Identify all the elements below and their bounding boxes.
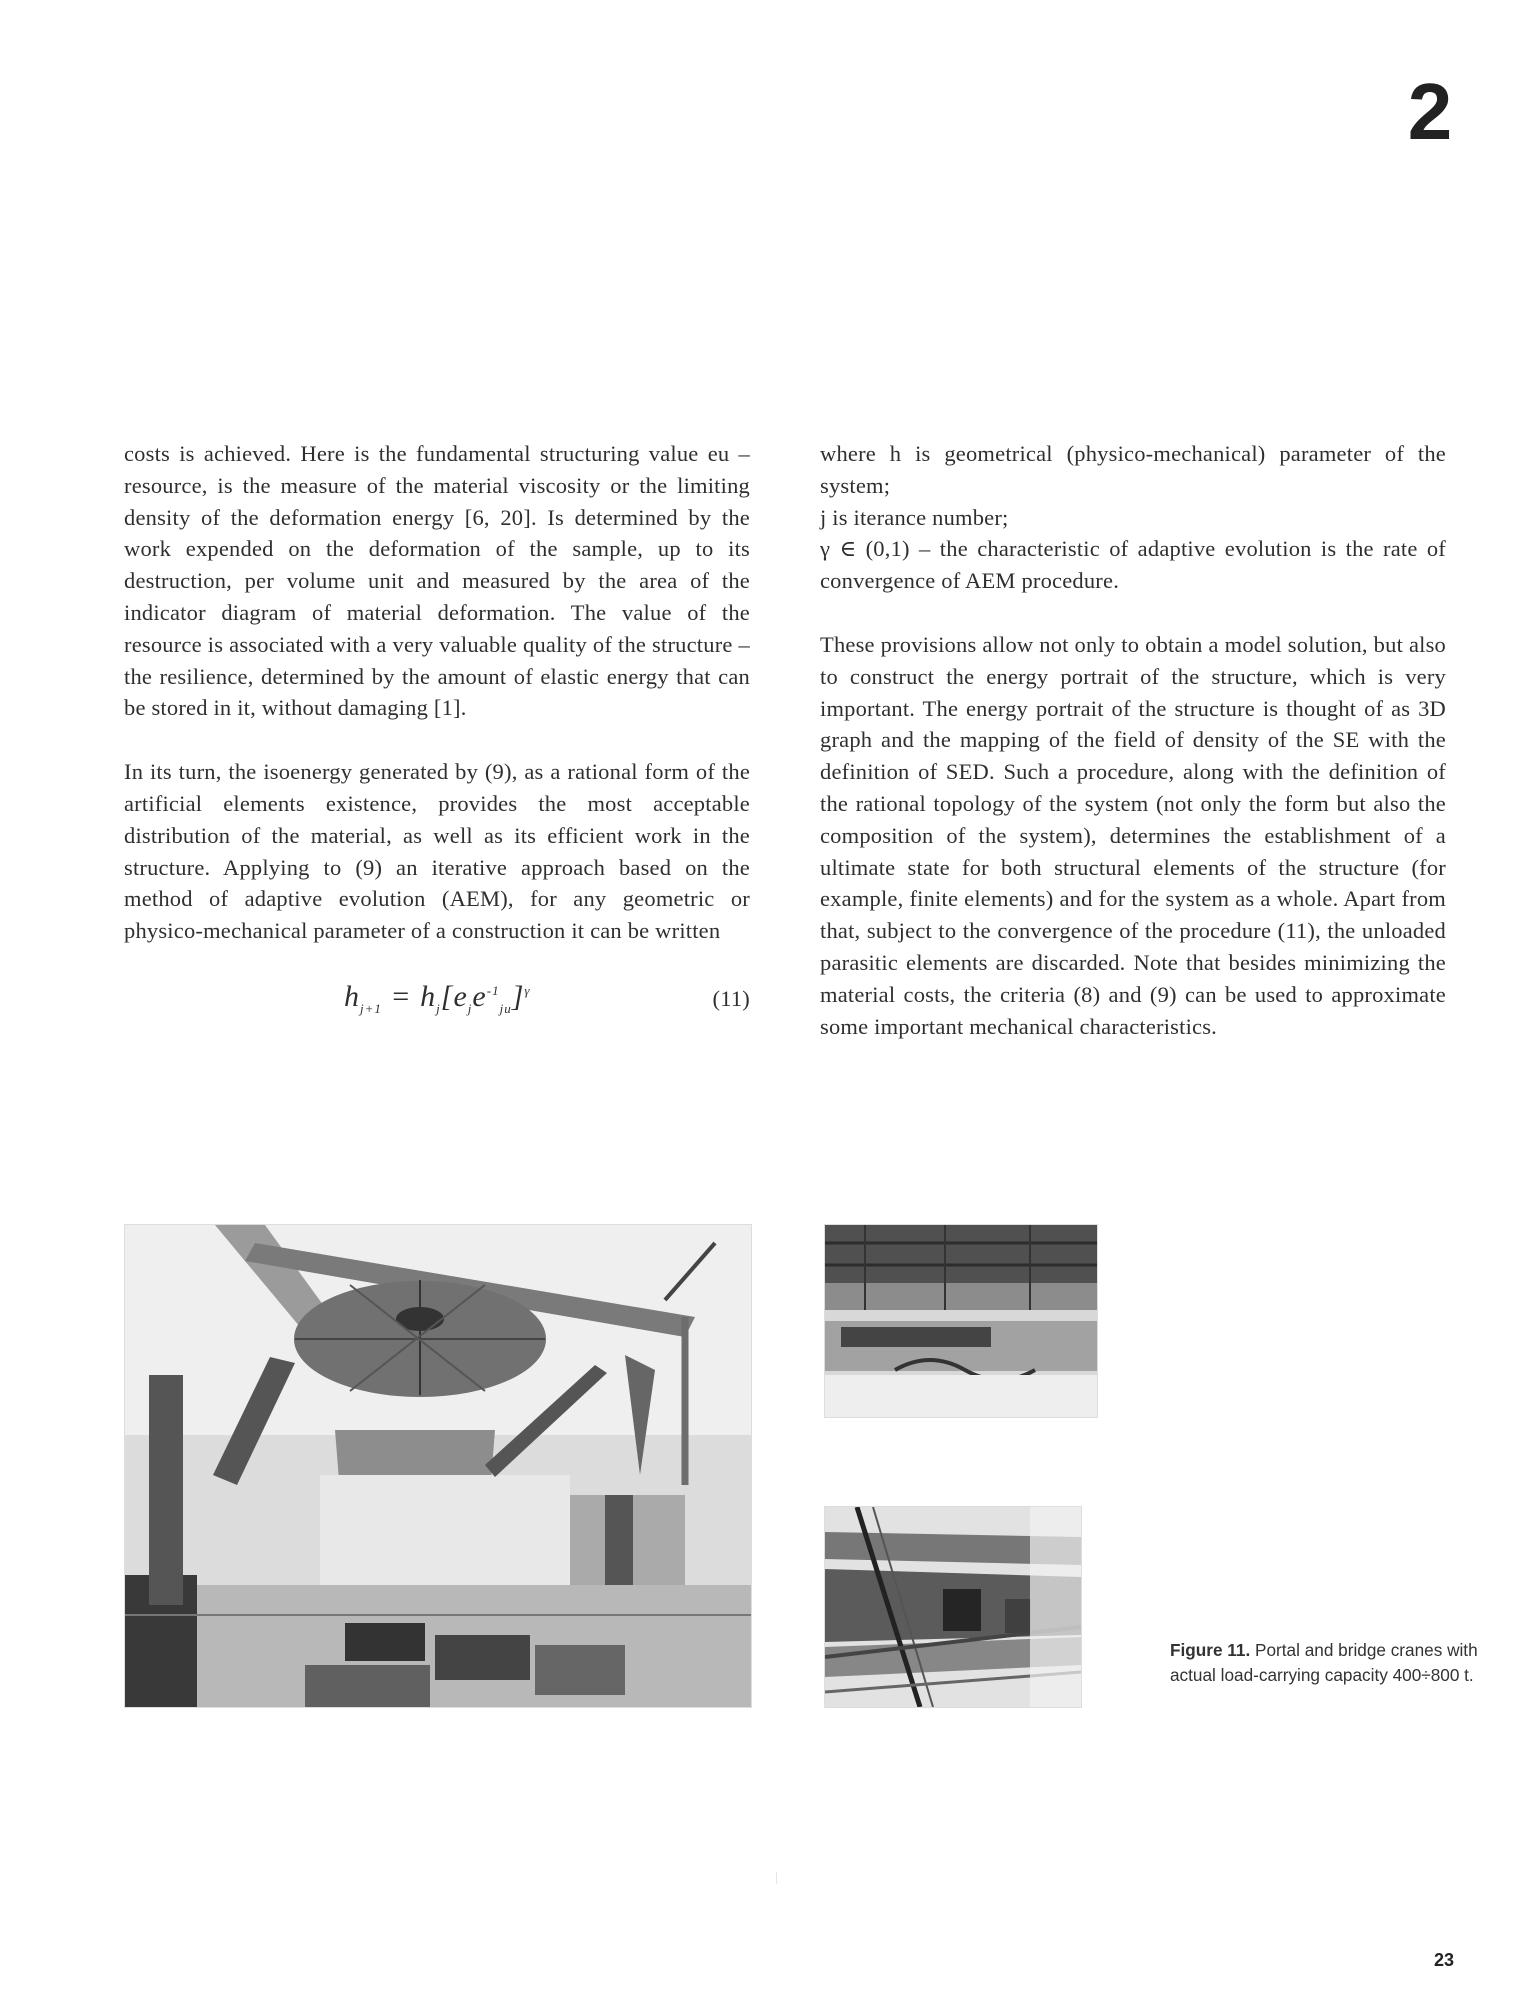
right-paragraph-2: j is iterance number;: [820, 504, 1009, 530]
left-text-column: [124, 438, 750, 1029]
figure-caption-text: Portal and bridge cranes with actual load-carrying capacity 400÷800 t.: [1170, 1640, 1478, 1685]
bridge-crane-photo-bottom: [824, 1506, 1082, 1708]
left-paragraph-2: In its turn, the isoenergy generated by (9), as a rational form of the artificial elements existence, provides the most acceptable distribution of the material, as well as its efficient work in the structure. Applying to (9) an iterative approach based on the method of adaptive evolution (AEM), for any geometric or physico-mechanical parameter of a construction it can be written: [124, 759, 750, 944]
formula-close-bracket: ]: [511, 979, 525, 1013]
formula-e1: e: [453, 979, 468, 1013]
portal-crane-photo: [124, 1224, 752, 1708]
formula-gamma: γ: [524, 982, 531, 998]
formula-equals: =: [390, 979, 412, 1013]
chapter-number: 2: [1407, 67, 1453, 156]
left-paragraph-1: costs is achieved. Here is the fundamental structuring value eu – resource, is the measure of the material viscosity or the limiting density of the deformation energy [6, 20]. Is determined by the work expended on the deformation of the sample, up to its destruction, per volume unit and measured by the area of the indicator diagram of material deformation. The value of the resource is associated with a very valuable quality of the structure – the resilience, determined by the amount of elastic energy that can be stored in it, without damaging [1].: [124, 441, 750, 721]
formula-rhs-h: h: [420, 979, 437, 1013]
page-number: 23: [1433, 1950, 1454, 1970]
formula-lhs: h: [344, 979, 360, 1013]
right-text-column: [820, 438, 1446, 1042]
formula-open-bracket: [: [440, 979, 454, 1013]
formula-lhs-subscript: j+1: [360, 1000, 382, 1016]
scan-mark: [776, 1872, 777, 1884]
figure-caption: [1170, 1638, 1480, 1688]
formula-rhs-h-subscript: j: [436, 1000, 441, 1016]
right-paragraph-1: where h is geometrical (physico-mechanical) parameter of the system;: [820, 441, 1446, 498]
equation-number: (11): [712, 985, 750, 1011]
formula-e2-subscript: ju: [499, 1000, 512, 1016]
figure-label: Figure 11.: [1170, 1640, 1251, 1660]
formula: [344, 975, 531, 1025]
formula-e1-subscript: j: [467, 1000, 473, 1016]
right-paragraph-3: γ ∈ (0,1) – the characteristic of adaptive evolution is the rate of convergence of AEM procedure.: [820, 536, 1446, 594]
paragraph-gap: [124, 724, 750, 756]
equation-11: [124, 975, 750, 1029]
paragraph-gap: [820, 597, 1446, 629]
formula-e2-superscript: -1: [486, 982, 500, 998]
formula-e2: e: [472, 979, 487, 1013]
right-paragraph-4: These provisions allow not only to obtain a model solution, but also to construct the energy portrait of the structure, which is very important. The energy portrait of the structure is thought of as 3D graph and the mapping of the field of density of the SE with the definition of SED. Such a procedure, along with the definition of the rational topology of the system (not only the form but also the composition of the system), determines the establishment of a ultimate state for both structural elements of the structure (for example, finite elements) and for the system as a whole. Apart from that, subject to the convergence of the procedure (11), the unloaded parasitic elements are discarded. Note that besides minimizing the material costs, the criteria (8) and (9) can be used to approximate some important mechanical characteristics.: [820, 631, 1446, 1039]
bridge-crane-photo-top: [824, 1224, 1098, 1418]
